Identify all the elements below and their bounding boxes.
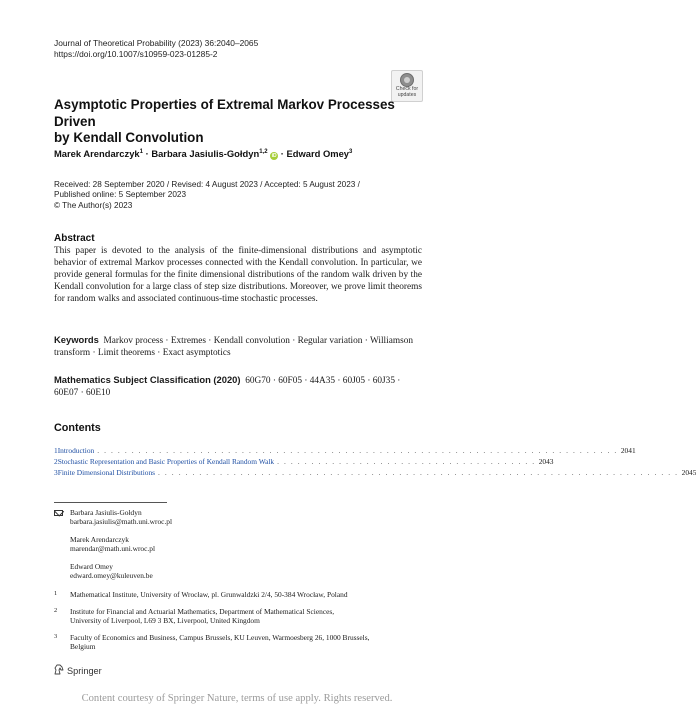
toc-number: 2 <box>54 457 58 466</box>
keywords-label: Keywords <box>54 334 99 345</box>
affiliation-number: 1 <box>54 590 58 597</box>
dates-line2: Published online: 5 September 2023 <box>54 190 187 200</box>
toc-number: 1 <box>54 446 58 455</box>
keywords <box>54 334 424 360</box>
affiliation-line: Faculty of Economics and Business, Campus Brussels, KU Leuven, Warmoesberg 26, 1000 Brussels, <box>70 633 370 642</box>
publisher-name: Springer <box>67 665 102 676</box>
contact-arendarczyk <box>70 535 155 554</box>
author-arendarczyk-aff: 1 <box>139 148 143 155</box>
envelope-icon <box>54 510 63 516</box>
journal-citation: Journal of Theoretical Probability (2023) 36:2040–2065 <box>54 38 259 48</box>
toc-page: 2045 <box>681 468 696 477</box>
toc-page: 2041 <box>620 446 636 455</box>
paper-title <box>54 97 414 147</box>
author-separator: · <box>278 148 287 159</box>
affiliation-line: Institute for Financial and Actuarial Mathematics, Department of Mathematical Sciences, <box>70 607 335 616</box>
doi-link[interactable]: https://doi.org/10.1007/s10959-023-01285-2 <box>54 49 218 59</box>
check-updates-icon <box>400 73 414 87</box>
orcid-icon[interactable]: iD <box>271 153 277 159</box>
footnote-rule <box>54 502 167 503</box>
dates-line1: Received: 28 September 2020 / Revised: 4 August 2023 / Accepted: 5 August 2023 / <box>54 180 360 189</box>
affiliation-2 <box>70 607 420 626</box>
keywords-text: Markov process · Extremes · Kendall convolution · Regular variation · Williamson transform · Limit theorems · Exact asymptotics <box>54 336 413 359</box>
affiliation-number: 3 <box>54 633 58 640</box>
contact-omey <box>70 562 153 581</box>
affiliation-number: 2 <box>54 607 58 614</box>
title-line1: Asymptotic Properties of Extremal Markov Processes Driven <box>54 97 395 129</box>
author-separator: · <box>142 148 152 159</box>
author-list <box>54 148 352 160</box>
author-jasiulis-goldyn[interactable]: Barbara Jasiulis-Gołdyn <box>151 148 260 159</box>
author-omey[interactable]: Edward Omey <box>286 148 350 159</box>
badge-line2: updates <box>397 91 417 98</box>
toc-number: 3 <box>54 468 58 477</box>
toc-leader: . . . . . . . . . . . . . . . . . . . . . . . . . . . . . . . . . . . . . . <box>277 457 536 466</box>
contact-email[interactable]: marendar@math.uni.wroc.pl <box>70 544 155 554</box>
contact-name: Marek Arendarczyk <box>70 535 129 544</box>
copyright-line: © The Author(s) 2023 <box>54 200 133 210</box>
affiliation-1 <box>70 590 420 599</box>
affiliation-line: Belgium <box>70 642 96 652</box>
toc-page: 2043 <box>538 457 554 466</box>
author-jasiulis-goldyn-aff: 1,2 <box>259 148 268 155</box>
contact-name: Edward Omey <box>70 562 113 571</box>
abstract-heading: Abstract <box>54 233 95 244</box>
author-omey-aff: 3 <box>349 148 353 155</box>
toc-title[interactable]: Introduction <box>57 446 95 455</box>
toc-leader: . . . . . . . . . . . . . . . . . . . . . . . . . . . . . . . . . . . . . . . . . . . . . . . . . . . . . . . . . . . . . . . . . . . . . . . . . . . . <box>158 468 679 477</box>
abstract-text: This paper is devoted to the analysis of the finite-dimensional distributions and asymptotic behavior of extremal Markov processes connected with the Kendall convolution. In particular, we provide general formulas for the finite dimensional distributions of the random walk driven by the Kendall convolution for a large class of step size distributions. Moreover, we prove limit theorems for random walks and associated continuous-time stochastic processes. <box>54 246 422 304</box>
courtesy-notice: Content courtesy of Springer Nature, terms of use apply. Rights reserved. <box>81 693 393 704</box>
contact-name: Barbara Jasiulis-Gołdyn <box>70 508 142 517</box>
contact-email[interactable]: edward.omey@kuleuven.be <box>70 571 153 581</box>
springer-logo[interactable] <box>54 664 102 677</box>
contact-email[interactable]: barbara.jasiulis@math.uni.wroc.pl <box>70 517 173 527</box>
springer-horse-icon <box>54 664 64 677</box>
toc-entry[interactable] <box>54 468 696 478</box>
author-arendarczyk[interactable]: Marek Arendarczyk <box>54 148 140 159</box>
publication-dates <box>54 180 360 211</box>
affiliation-line: University of Liverpool, L69 3 BX, Liverpool, United Kingdom <box>70 616 260 626</box>
toc-title[interactable]: Stochastic Representation and Basic Properties of Kendall Random Walk <box>57 457 275 466</box>
badge-line1: Check for <box>395 86 419 92</box>
toc-leader: . . . . . . . . . . . . . . . . . . . . . . . . . . . . . . . . . . . . . . . . . . . . . . . . . . . . . . . . . . . . . . . . . . . . . . . . . . . . <box>97 446 618 455</box>
toc-entry[interactable] <box>54 457 554 467</box>
toc-entry[interactable] <box>54 446 636 456</box>
toc-title[interactable]: Finite Dimensional Distributions <box>57 468 156 477</box>
affiliation-3 <box>70 633 420 652</box>
contact-jasiulis-goldyn <box>70 508 172 527</box>
msc-codes: 60G70 · 60F05 · 44A35 · 60J05 · 60J35 · 60E07 · 60E10 <box>54 376 401 399</box>
msc-label: Mathematics Subject Classification (2020) <box>54 374 241 385</box>
affiliation-line: Mathematical Institute, University of Wrocław, pl. Grunwaldzki 2/4, 50-384 Wrocław, Poland <box>70 590 348 599</box>
msc-classification <box>54 374 424 400</box>
contents-heading: Contents <box>54 422 101 434</box>
title-line2: by Kendall Convolution <box>54 130 204 145</box>
